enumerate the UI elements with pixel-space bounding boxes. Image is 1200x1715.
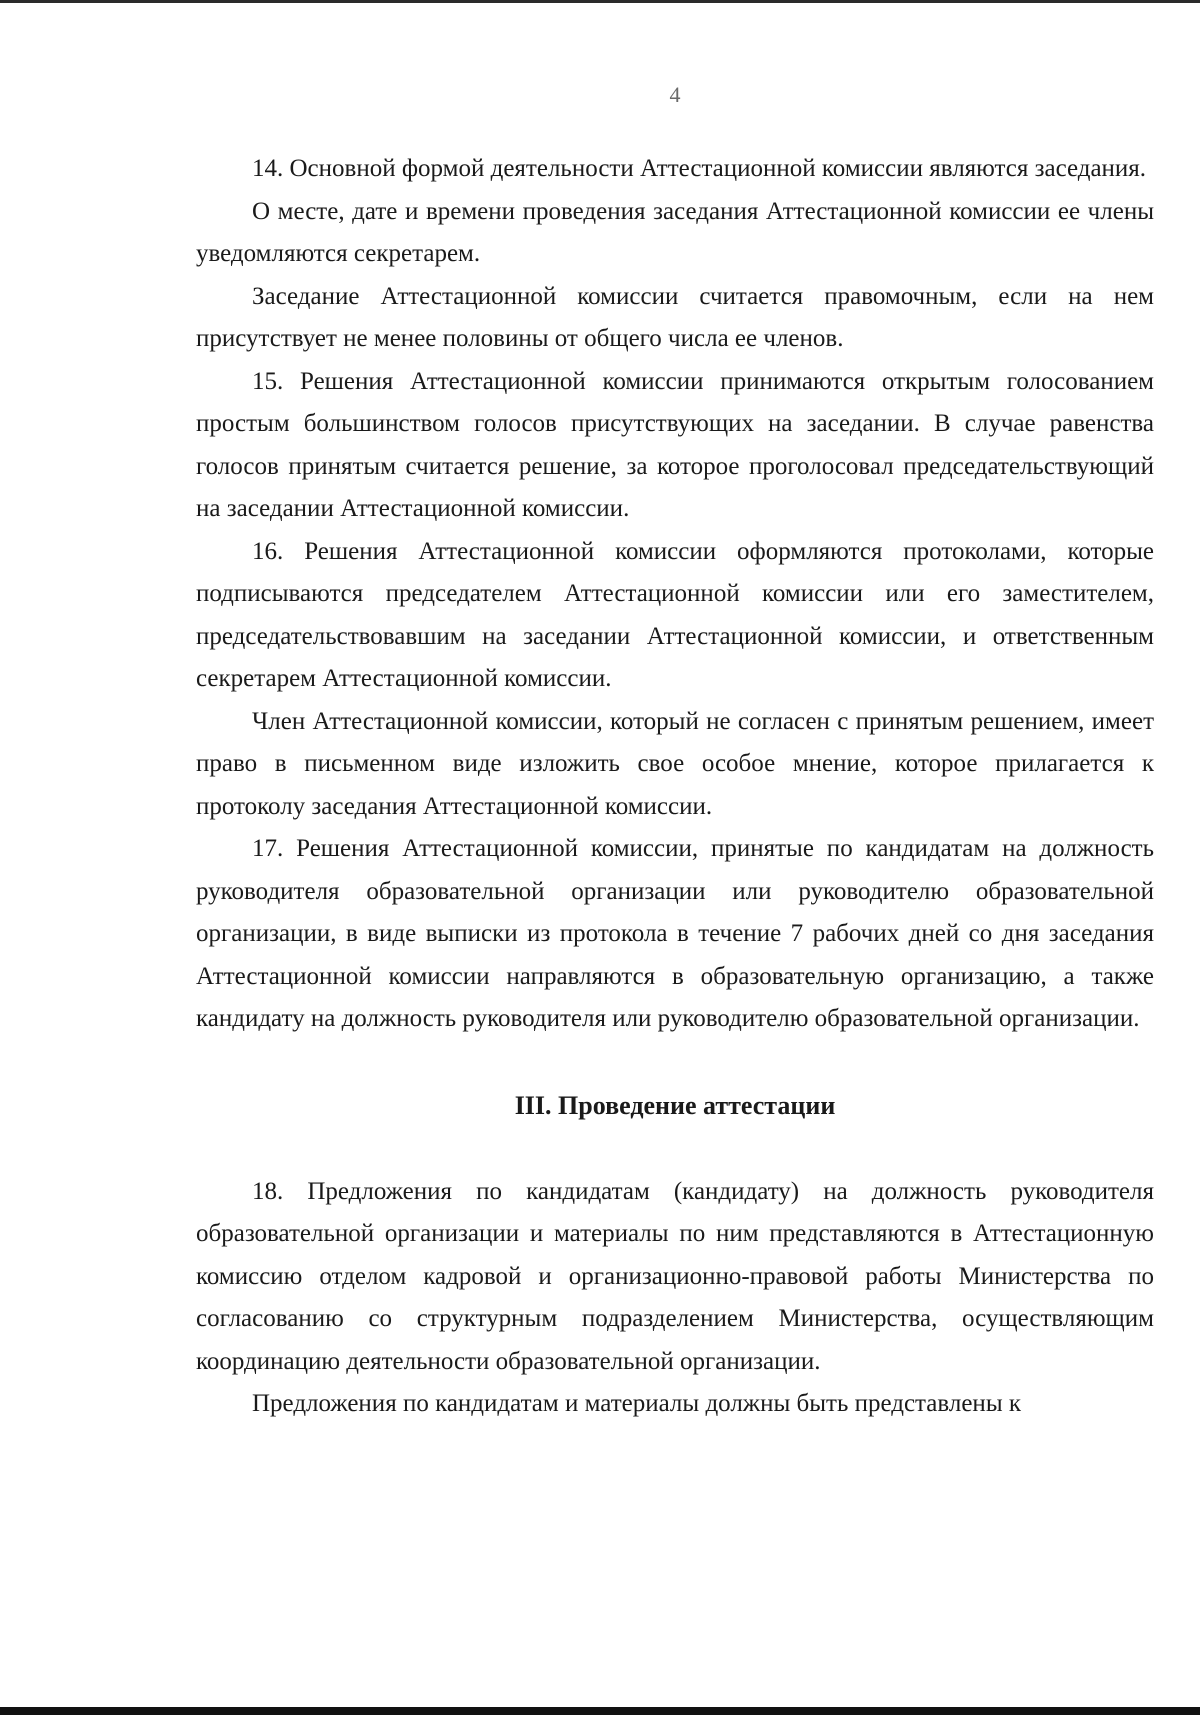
paragraph-18: 18. Предложения по кандидатам (кандидату) на должность руководителя образовательной организации и материалы по ним представляются в Аттестационную комиссию отделом кадровой и организационно-правовой работы Министерства по согласованию со структурным подразделением Министерства, осуществляющим координацию деятельности образовательной организации. (196, 1177, 1154, 1375)
paragraphs-after-heading (196, 1171, 1154, 1426)
section-heading: III. Проведение аттестации (514, 1090, 836, 1120)
paragraph-proposals: Предложения по кандидатам и материалы должны быть представлены к (252, 1390, 1022, 1417)
paragraph-dissent: Член Аттестационной комиссии, который не согласен с принятым решением, имеет право в письменном виде изложить свое особое мнение, которое прилагается к протоколу заседания Аттестационной комиссии. (196, 707, 1154, 820)
paragraphs-before-heading (196, 148, 1154, 1041)
page-number: 4 (669, 82, 681, 107)
scan-edge-top (0, 0, 1200, 3)
document-page (196, 80, 1154, 1426)
paragraph-14: 14. Основной формой деятельности Аттестационной комиссии являются заседания. (252, 155, 1147, 182)
paragraph-16: 16. Решения Аттестационной комиссии оформляются протоколами, которые подписываются председателем Аттестационной комиссии или его заместителем, председательствовавшим на заседании Аттестационной комиссии, и ответственным секретарем Аттестационной комиссии. (196, 537, 1154, 692)
paragraph-quorum: Заседание Аттестационной комиссии считается правомочным, если на нем присутствует не менее половины от общего числа ее членов. (196, 282, 1154, 352)
paragraph-meeting-notice: О месте, дате и времени проведения заседания Аттестационной комиссии ее члены уведомляются секретарем. (196, 197, 1154, 267)
scan-edge-bottom (0, 1707, 1200, 1715)
paragraph-15: 15. Решения Аттестационной комиссии принимаются открытым голосованием простым большинством голосов присутствующих на заседании. В случае равенства голосов принятым считается решение, за которое проголосовал председательствующий на заседании Аттестационной комиссии. (196, 367, 1154, 522)
paragraph-17: 17. Решения Аттестационной комиссии, принятые по кандидатам на должность руководителя образовательной организации или руководителю образовательной организации, в виде выписки из протокола в течение 7 рабочих дней со дня заседания Аттестационной комиссии направляются в образовательную организацию, а также кандидату на должность руководителя или руководителю образовательной организации. (196, 835, 1154, 1032)
